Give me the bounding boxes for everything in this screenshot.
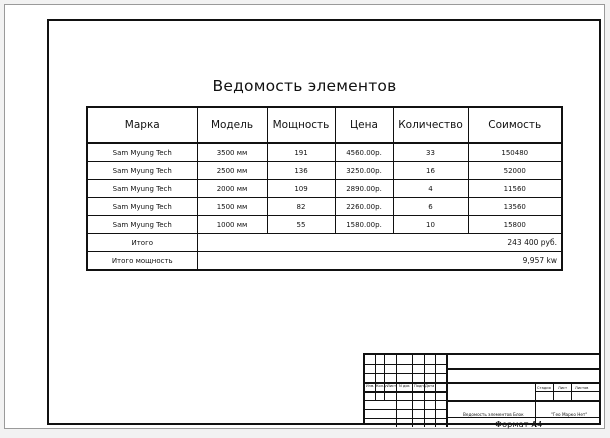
cell-model: 2500 мм (197, 162, 267, 180)
stamp-sheets-label: Листов (575, 386, 589, 390)
elements-table (86, 106, 563, 271)
stamp-col-count: Кол.уч (376, 384, 389, 388)
cell-cost: 15800 (468, 216, 562, 234)
table-row (87, 198, 562, 216)
header-model: Модель (197, 107, 267, 143)
cell-power: 109 (267, 180, 335, 198)
header-quantity: Количество (393, 107, 468, 143)
cell-power: 55 (267, 216, 335, 234)
cell-brand: Sam Myung Tech (87, 143, 197, 162)
stamp-document-name: Ведомость элементов Блок (463, 412, 524, 417)
total-label: Итого (87, 234, 197, 252)
cell-brand: Sam Myung Tech (87, 180, 197, 198)
stamp-col-sheet: Лист (387, 384, 397, 388)
cell-brand: Sam Myung Tech (87, 162, 197, 180)
stamp-col-change: Изм. (366, 384, 375, 388)
cell-model: 1500 мм (197, 198, 267, 216)
total-power-label: Итого мощность (87, 252, 197, 271)
cell-cost: 52000 (468, 162, 562, 180)
header-price: Цена (335, 107, 393, 143)
drawing-sheet (4, 4, 605, 429)
stamp-col-docnum: N док (399, 384, 410, 388)
table-row (87, 143, 562, 162)
cell-cost: 11560 (468, 180, 562, 198)
stamp-organization: "Гео Марко Нет" (551, 412, 588, 417)
cell-power: 82 (267, 198, 335, 216)
cell-price: 2890.00р. (335, 180, 393, 198)
cell-model: 1000 мм (197, 216, 267, 234)
table-row (87, 162, 562, 180)
cell-price: 4560.00р. (335, 143, 393, 162)
table-header-row (87, 107, 562, 143)
cell-price: 2260.00р. (335, 198, 393, 216)
stamp-col-date: Дата (425, 384, 435, 388)
cell-power: 136 (267, 162, 335, 180)
cell-power: 191 (267, 143, 335, 162)
cell-brand: Sam Myung Tech (87, 198, 197, 216)
cell-quantity: 33 (393, 143, 468, 162)
cell-quantity: 16 (393, 162, 468, 180)
cell-quantity: 10 (393, 216, 468, 234)
header-cost: Соимость (468, 107, 562, 143)
cell-model: 2000 мм (197, 180, 267, 198)
cell-cost: 150480 (468, 143, 562, 162)
table-row (87, 216, 562, 234)
sheet-format: Формат А4 (495, 420, 543, 429)
stamp-stage-label: Стадия (537, 386, 551, 390)
table-row (87, 180, 562, 198)
document-title: Ведомость элементов (212, 77, 397, 95)
stamp-col-sign: Подп. (414, 384, 425, 388)
title-block (363, 353, 601, 425)
cell-quantity: 6 (393, 198, 468, 216)
header-power: Мощность (267, 107, 335, 143)
cell-price: 3250.00р. (335, 162, 393, 180)
stamp-sheet-label: Лист (558, 386, 568, 390)
total-power-value: 9,957 kw (197, 252, 562, 271)
total-value: 243 400 руб. (197, 234, 562, 252)
total-row (87, 234, 562, 252)
total-power-row (87, 252, 562, 271)
header-brand: Марка (87, 107, 197, 143)
cell-model: 3500 мм (197, 143, 267, 162)
cell-price: 1580.00р. (335, 216, 393, 234)
cell-brand: Sam Myung Tech (87, 216, 197, 234)
cell-cost: 13560 (468, 198, 562, 216)
cell-quantity: 4 (393, 180, 468, 198)
